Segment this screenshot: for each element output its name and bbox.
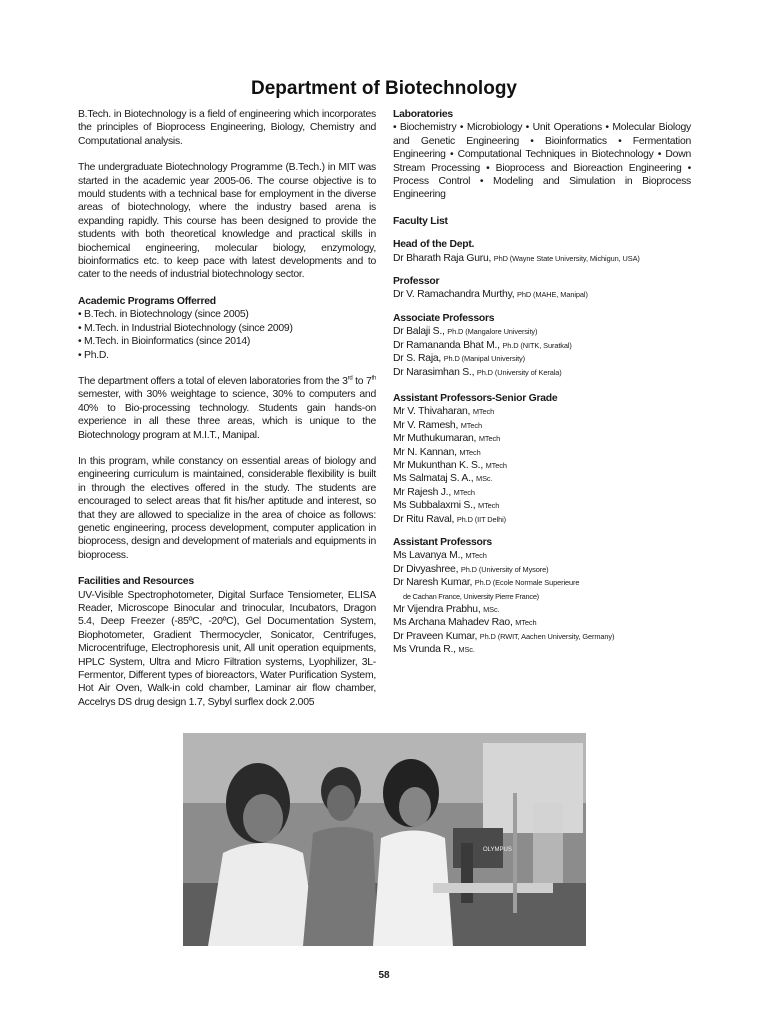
faculty-member: Ms Vrunda R., MSc.	[393, 644, 475, 656]
assistant-professors-heading: Assistant Professors	[393, 536, 492, 548]
hod-heading: Head of the Dept.	[393, 239, 475, 251]
programs-list	[78, 308, 376, 362]
faculty-member: Mr N. Kannan, MTech	[393, 446, 481, 458]
senior-assistant-professors-heading: Assistant Professors-Senior Grade	[393, 392, 558, 404]
laboratories-paragraph: The department offers a total of eleven laboratories from the 3rd to 7th semester, with 30% weightage to science, 30% to computers and 40% to Bio-processing technology. Students gain hands-on experience in all these three areas, which is unique to the Biotechnology program at M.I.T., Manipal.	[78, 375, 376, 441]
microscope-label: OLYMPUS	[483, 847, 512, 853]
program-item: • Ph.D.	[78, 349, 376, 362]
right-column	[393, 108, 691, 657]
page-title: Department of Biotechnology	[250, 78, 517, 99]
programs-heading: Academic Programs Offerred	[78, 295, 216, 307]
faculty-member: Mr Muthukumaran, MTech	[393, 433, 501, 445]
facilities-paragraph: UV-Visible Spectrophotometer, Digital Surface Tensiometer, ELISA Reader, Microscope Binocular and trinocular, Incubators, Dragon 5.4, Deep Freezer (-85ºC, -20ºC), Gel Documentation System, Biophotometer, Gradient Thermocycler, Sonicator, Centrifuges, Microcentrifuge, Electrophoresis unit, All unit operation equipments, HPLC System, Ultra and Micro Filtration systems, Lyophilizer, 3L-Fermentor, Different types of bioreactors, Water Purification System, Hot Air Oven, Walk-in cold chamber, Laminar air flow chamber, Accelrys DS drug design 1.7, Sybyl surflex dock 2.005	[78, 589, 376, 708]
programme-paragraph: The undergraduate Biotechnology Programme (B.Tech.) in MIT was started in the academic year 2005-06. The course objective is to mould students with a technical base for employment in the diverse areas of biotechnology, where the industry based arena is expanding rapidly. This course has been designed to provide the students with both theoretical knowledge and practical skills in biochemical engineering, molecular biology, enzymology, bioinformatics etc. to keep pace with latest developments and to cater to the needs of industrial biotechnology sector.	[78, 162, 376, 281]
professor-heading: Professor	[393, 276, 440, 288]
faculty-member: Dr Narasimhan S., Ph.D (University of Kerala)	[393, 366, 562, 378]
faculty-member: Mr Rajesh J., MTech	[393, 486, 475, 498]
faculty-member: Mr Vijendra Prabhu, MSc.	[393, 604, 500, 615]
left-column	[78, 108, 376, 709]
faculty-member: Dr Praveen Kumar, Ph.D (RWIT, Aachen University, Germany)	[393, 630, 615, 642]
faculty-member: Dr Naresh Kumar, Ph.D (Ecole Normale Superieure	[393, 577, 580, 589]
faculty-member: Dr Divyashree, Ph.D (University of Mysore)	[393, 563, 549, 575]
program-item: • B.Tech. in Biotechnology (since 2005)	[78, 308, 376, 321]
program-item: • M.Tech. in Bioinformatics (since 2014)	[78, 335, 376, 348]
faculty-member: Dr Bharath Raja Guru, PhD (Wayne State University, Michigun, USA)	[393, 252, 640, 264]
faculty-member: Ms Archana Mahadev Rao, MTech	[393, 617, 537, 629]
faculty-member: Ms Lavanya M., MTech	[393, 550, 487, 562]
intro-paragraph: B.Tech. in Biotechnology is a field of engineering which incorporates the principles of Bioprocess Engineering, Biology, Chemistry and Computational analysis.	[78, 109, 376, 147]
qualification-continuation: de Cachan France, University Pierre France)	[403, 591, 539, 601]
faculty-member: Mr V. Thivaharan, MTech	[393, 406, 495, 418]
lab-photo	[183, 733, 586, 946]
facilities-heading: Facilities and Resources	[78, 576, 194, 588]
lab-photo-illustration	[183, 733, 586, 946]
faculty-member: Mr Mukunthan K. S., MTech	[393, 459, 507, 471]
faculty-member: Dr S. Raja, Ph.D (Manipal University)	[393, 353, 525, 365]
page-number: 58	[378, 970, 390, 981]
program-item: • M.Tech. in Industrial Biotechnology (since 2009)	[78, 322, 376, 335]
laboratories-list: • Biochemistry • Microbiology • Unit Operations • Molecular Biology and Genetic Engineering • Bioinformatics • Fermentation Engineering • Computational Techniques in Biotechnology • Down Stream Processing • Bioprocess and Bioreaction Engineering • Process Control • Modeling and Simulation in Bioprocess Engineering	[393, 122, 691, 201]
faculty-member: Ms Salmataj S. A., MSc.	[393, 473, 493, 485]
laboratories-heading: Laboratories	[393, 109, 453, 120]
faculty-member: Ms Subbalaxmi S., MTech	[393, 500, 500, 512]
associate-professors-heading: Associate Professors	[393, 312, 495, 324]
faculty-member: Dr V. Ramachandra Murthy, PhD (MAHE, Manipal)	[393, 289, 588, 301]
faculty-member: Dr Ritu Raval, Ph.D (IIT Delhi)	[393, 513, 507, 525]
faculty-heading: Faculty List	[393, 215, 448, 227]
faculty-member: Dr Ramananda Bhat M., Ph.D (NITK, Suratkal)	[393, 339, 572, 351]
curriculum-paragraph: In this program, while constancy on essential areas of biology and engineering curriculum is maintained, considerable flexibility is built in through the electives offered in the study. The students are encouraged to select areas that fit his/her aptitude and interest, so that they are allowed to specialize in the area of choice as follows: genetic engineering, process development, computer application in bioprocess, design and development of materials and equipments in bioprocess.	[78, 455, 376, 561]
faculty-member: Dr Balaji S., Ph.D (Mangalore University)	[393, 326, 538, 338]
faculty-member: Mr V. Ramesh, MTech	[393, 419, 483, 431]
